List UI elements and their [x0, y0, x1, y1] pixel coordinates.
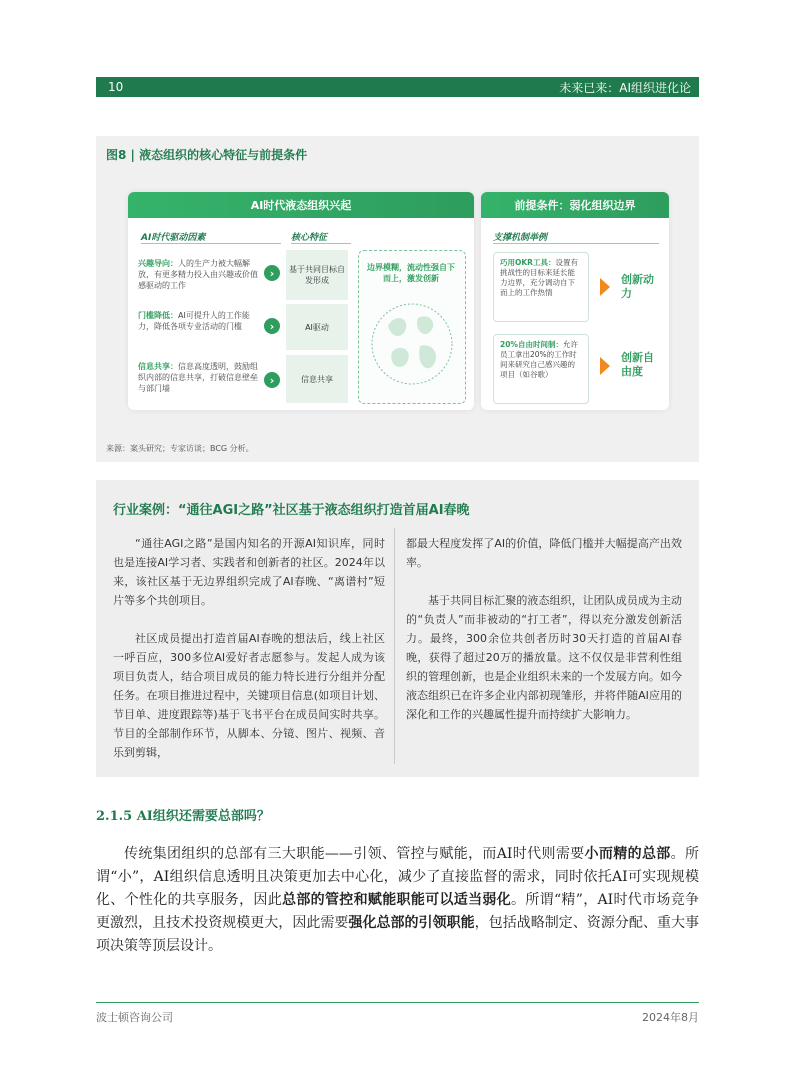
figure-source: 来源：案头研究；专家访谈；BCG 分析。: [106, 444, 254, 453]
mechanism-underline: [493, 243, 659, 244]
mechanism-text: 允许员工拿出20%的工作时间来研究自己感兴趣的项目（如谷歌）: [500, 340, 578, 379]
case-paragraph: 都最大程度发挥了AI的价值，降低门槛并大幅提高产出效率。: [406, 537, 682, 569]
driver-term: 信息共享：: [138, 362, 178, 371]
core-heading: 核心特征: [291, 233, 328, 243]
core-feature-box: [286, 355, 348, 403]
column-divider: [394, 528, 395, 764]
mechanism-term: 巧用OKR工具：: [500, 258, 556, 267]
body-text: 。所谓“精”，AI时代市场竞争更激烈，且技术投资规模更大，因此需要: [96, 892, 700, 931]
core-feature-label: AI驱动: [305, 322, 329, 332]
case-paragraph: 基于共同目标汇聚的液态组织，让团队成员成为主动的“负责人”而非被动的“打工者”，得以充分激发创新活力。最终，300余位共创者历时30天打造的首届AI春晚，获得了超过20万的播放量。这不仅仅是非营利性组织的管理创新，也是企业组织未来的一个发展方向。如今液态组织已在许多企业内部初现雏形，并将伴随AI应用的深化和工作的兴趣属性提升而持续扩大影响力。: [406, 594, 682, 721]
body-text: ，包括战略制定、资源分配、重大事项决策等顶层设计。: [96, 915, 700, 954]
body-text: 传统集团组织的总部有三大职能——引领、管控与赋能，而AI时代则需要: [124, 846, 585, 862]
chevron-right-icon: ›: [264, 265, 280, 281]
driver-item: [138, 310, 260, 332]
core-feature-label: 基于共同目标自发形成: [289, 265, 345, 285]
page-number: 10: [108, 80, 124, 94]
page-header: [96, 77, 699, 97]
core-feature-box: [286, 304, 348, 350]
mechanism-heading: 支撑机制举例: [493, 233, 548, 243]
body-paragraph: [96, 843, 699, 958]
mechanism-term: 20%自由时间制：: [500, 340, 563, 349]
mechanism-outcome: 创新自由度: [621, 351, 654, 378]
core-underline: [291, 243, 351, 244]
footer-rule: [96, 1002, 699, 1003]
boundary-text: 边界模糊，流动性强自下而上，激发创新: [367, 263, 455, 283]
drivers-underline: [141, 243, 281, 244]
figure-title: 图8 | 液态组织的核心特征与前提条件: [106, 148, 308, 162]
footer-date: 2024年8月: [642, 1011, 699, 1024]
footer-org: 波士顿咨询公司: [96, 1011, 173, 1024]
section-body: [96, 843, 699, 958]
core-feature-box: [286, 250, 348, 300]
driver-text: AI可提升人的工作能力，降低各项专业活动的门槛: [138, 311, 250, 331]
body-text: 。所谓“小”，AI组织信息透明且决策更加去中心化，减少了直接监督的需求，同时依托AI可实现规模化、个性化的共享服务，因此: [96, 846, 700, 908]
driver-term: 兴趣导向：: [138, 259, 178, 268]
driver-item: [138, 258, 260, 291]
driver-text: 人的生产力被大幅解放，有更多精力投入由兴趣或价值感驱动的工作: [138, 259, 258, 290]
mechanism-text: 设置有挑战性的目标来延长能力边界，充分调动自下而上的工作热情: [500, 258, 578, 297]
case-right-column: [406, 534, 682, 724]
case-paragraph: 社区成员提出打造首届AI春晚的想法后，线上社区一呼百应，300多位AI爱好者志愿参与。发起人成为该项目负责人，结合项目成员的能力特长进行分组并分配任务。在项目推进过程中，关键项目信息(如项目计划、节目单、进度跟踪等)基于飞书平台在成员间实时共享。节目的全部制作环节，从脚本、分镜、图片、视频、音乐到剪辑，: [113, 632, 385, 759]
body-bold: 小而精的总部: [584, 846, 671, 862]
mechanism-box: [493, 252, 589, 322]
case-left-column: [113, 534, 385, 762]
mechanism-outcome: 创新动力: [621, 273, 654, 300]
mechanism-box: [493, 334, 589, 404]
core-feature-label: 信息共享: [301, 374, 333, 384]
running-title: 未来已来：AI组织进化论: [559, 80, 691, 95]
driver-item: [138, 361, 260, 394]
drivers-heading: AI时代驱动因素: [141, 233, 206, 243]
case-title: 行业案例：“通往AGI之路”社区基于液态组织打造首届AI春晚: [113, 503, 470, 518]
body-bold: 强化总部的引领职能: [348, 915, 475, 931]
chevron-right-icon: ›: [264, 318, 280, 334]
section-title: 2.1.5 AI组织还需要总部吗？: [96, 809, 270, 824]
right-banner: 前提条件：弱化组织边界: [481, 192, 669, 218]
body-bold: 总部的管控和赋能职能可以适当弱化: [282, 892, 512, 908]
chevron-right-icon: ›: [264, 372, 280, 388]
driver-text: 信息高度透明，鼓励组织内部的信息共享，打破信息壁垒与部门墙: [138, 362, 258, 393]
liquid-blobs-icon: [368, 296, 456, 392]
arrow-right-icon: [600, 357, 610, 375]
arrow-right-icon: [600, 278, 610, 296]
case-paragraph: “通往AGI之路”是国内知名的开源AI知识库，同时也是连接AI学习者、实践者和创新者的社区。2024年以来，该社区基于无边界组织完成了AI春晚、“离谱村”短片等多个共创项目。: [113, 537, 385, 607]
driver-term: 门槛降低：: [138, 311, 178, 320]
left-banner: AI时代液态组织兴起: [128, 192, 474, 218]
